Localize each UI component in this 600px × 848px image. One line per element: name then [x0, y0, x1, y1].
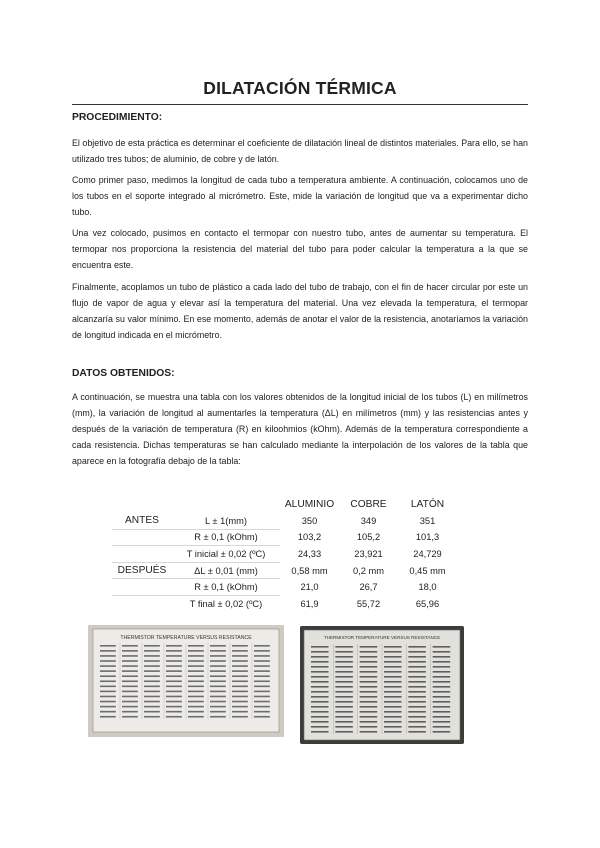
- card-print-line: [408, 651, 426, 653]
- card-print-line: [335, 696, 353, 698]
- card-print-line: [433, 721, 451, 723]
- card-print-line: [122, 686, 138, 688]
- card-print-line: [122, 660, 138, 662]
- card-print-line: [100, 701, 116, 703]
- card-print-line: [360, 696, 378, 698]
- card-print-line: [311, 651, 329, 653]
- card-print-line: [188, 696, 204, 698]
- card-print-line: [360, 711, 378, 713]
- card-print-line: [188, 645, 204, 647]
- card-print-line: [232, 675, 248, 677]
- card-print-line: [122, 670, 138, 672]
- card-print-line: [311, 671, 329, 673]
- card-print-line: [408, 686, 426, 688]
- card-print-line: [360, 731, 378, 733]
- card-print-line: [360, 691, 378, 693]
- card-print-line: [360, 686, 378, 688]
- paragraph-3: Una vez colocado, pusimos en contacto el termopar con nuestro tubo, antes de aumentar su temperatura. El termopar nos proporciona la resistencia del material del tubo para poder calcular la temperatura a la que se encuentra este.: [72, 228, 528, 270]
- card-print-line: [433, 701, 451, 703]
- cell-cobre: 349: [360, 516, 377, 527]
- card-print-line: [144, 660, 160, 662]
- card-print-line: [254, 675, 270, 677]
- card-print-line: [232, 645, 248, 647]
- cell-laton: 101,3: [415, 532, 440, 543]
- card-print-line: [311, 676, 329, 678]
- card-print-line: [188, 660, 204, 662]
- row-group-label: [112, 546, 172, 563]
- card-print-line: [335, 681, 353, 683]
- card-print-line: [433, 716, 451, 718]
- paragraph-1: El objetivo de esta práctica es determinar el coeficiente de dilatación lineal de distintos materiales. Para ello, se han utilizado tres tubos; de aluminio, de cobre y de latón.: [72, 138, 528, 164]
- card-print-line: [144, 680, 160, 682]
- card-print-line: [335, 731, 353, 733]
- card-print-line: [335, 711, 353, 713]
- card-print-line: [335, 651, 353, 653]
- card-print-line: [384, 656, 402, 658]
- card-print-line: [254, 650, 270, 652]
- section-heading-procedimiento: PROCEDIMIENTO:: [72, 112, 163, 123]
- card-print-line: [335, 661, 353, 663]
- card-print-line: [254, 686, 270, 688]
- card-print-line: [188, 711, 204, 713]
- card-print-line: [384, 701, 402, 703]
- card-print-line: [166, 696, 182, 698]
- card-print-line: [408, 661, 426, 663]
- card-print-line: [144, 696, 160, 698]
- card-print-line: [166, 665, 182, 667]
- card-print-line: [408, 676, 426, 678]
- card-print-line: [254, 670, 270, 672]
- card-print-line: [335, 646, 353, 648]
- card-print-line: [360, 726, 378, 728]
- card-print-line: [100, 670, 116, 672]
- card-print-line: [188, 706, 204, 708]
- card-print-line: [311, 701, 329, 703]
- cell-laton: 18,0: [418, 582, 437, 593]
- card-print-line: [100, 665, 116, 667]
- card-print-line: [254, 665, 270, 667]
- card-print-line: [122, 675, 138, 677]
- card-print-line: [232, 716, 248, 718]
- card-print-line: [232, 711, 248, 713]
- card-print-line: [100, 706, 116, 708]
- row-label: T inicial ± 0,02 (ºC): [172, 546, 280, 563]
- card-print-line: [311, 711, 329, 713]
- table-header-row: [112, 495, 457, 513]
- card-print-line: [144, 650, 160, 652]
- title-divider: [72, 104, 528, 105]
- card-print-line: [360, 681, 378, 683]
- card-print-line: [311, 706, 329, 708]
- card-print-line: [254, 691, 270, 693]
- card-print-line: [122, 645, 138, 647]
- card-print-line: [311, 666, 329, 668]
- card-print-line: [408, 721, 426, 723]
- cell-cobre: 23,921: [354, 548, 383, 559]
- paragraph-2: Como primer paso, medimos la longitud de cada tubo a temperatura ambiente. A continuación, colocamos uno de los tubos en el soporte integrado al micrómetro. Este, mide la variación de longitud que va a experimentar dicho tubo.: [72, 175, 528, 217]
- card-print-line: [311, 646, 329, 648]
- card-print-line: [210, 670, 226, 672]
- card-print-line: [433, 671, 451, 673]
- header-cell: [172, 495, 280, 513]
- card-print-line: [360, 701, 378, 703]
- card-print-line: [144, 691, 160, 693]
- card-print-line: [100, 655, 116, 657]
- card-print-line: [384, 726, 402, 728]
- cell-cobre: 55,72: [356, 598, 381, 609]
- card-print-line: [311, 681, 329, 683]
- card-print-line: [210, 696, 226, 698]
- row-label: L ± 1(mm): [172, 513, 280, 529]
- cell-cobre: 26,7: [359, 582, 378, 593]
- card-print-line: [384, 661, 402, 663]
- card-print-line: [122, 655, 138, 657]
- card-print-line: [210, 650, 226, 652]
- card-print-line: [100, 650, 116, 652]
- card-print-line: [188, 680, 204, 682]
- row-label: T final ± 0,02 (ºC): [189, 598, 263, 609]
- card-print-line: [384, 666, 402, 668]
- card-print-line: [100, 645, 116, 647]
- card-print-line: [335, 716, 353, 718]
- header-cobre: COBRE: [350, 498, 387, 510]
- card-print-line: [210, 660, 226, 662]
- card-print-line: [232, 696, 248, 698]
- card-print-line: [384, 681, 402, 683]
- card-print-line: [335, 706, 353, 708]
- card-print-line: [144, 655, 160, 657]
- card-print-line: [384, 721, 402, 723]
- card-print-line: [254, 660, 270, 662]
- card-print-line: [433, 666, 451, 668]
- cell-laton: 351: [419, 516, 436, 527]
- card-print-line: [232, 691, 248, 693]
- card-print-line: [232, 650, 248, 652]
- card-print-line: [311, 731, 329, 733]
- card-print-line: [166, 655, 182, 657]
- card-print-line: [408, 711, 426, 713]
- card-print-line: [232, 680, 248, 682]
- card-print-line: [335, 666, 353, 668]
- card-print-line: [254, 706, 270, 708]
- card-print-line: [335, 686, 353, 688]
- card-print-line: [188, 691, 204, 693]
- card-print-line: [335, 721, 353, 723]
- card-print-line: [232, 670, 248, 672]
- card-print-line: [188, 655, 204, 657]
- card-print-line: [433, 646, 451, 648]
- card-print-line: [360, 666, 378, 668]
- card-print-line: [232, 660, 248, 662]
- thermistor-card-image-left: [88, 625, 284, 737]
- card-print-line: [232, 706, 248, 708]
- row-group-label: DESPUÉS: [112, 562, 172, 579]
- card-print-line: [433, 656, 451, 658]
- card-print-line: [188, 665, 204, 667]
- card-print-line: [408, 691, 426, 693]
- row-label: ΔL ± 0,01 (mm): [172, 562, 280, 579]
- card-print-line: [210, 716, 226, 718]
- card-print-line: [384, 676, 402, 678]
- card-print-line: [166, 691, 182, 693]
- card-print-line: [122, 680, 138, 682]
- card-print-line: [335, 726, 353, 728]
- card-print-line: [360, 661, 378, 663]
- card-print-line: [144, 645, 160, 647]
- card-print-line: [311, 656, 329, 658]
- card-print-line: [166, 675, 182, 677]
- cell-cobre: 105,2: [356, 532, 381, 543]
- card-print-line: [408, 726, 426, 728]
- cell-aluminio: 0,58 mm: [291, 565, 328, 576]
- card-print-line: [166, 650, 182, 652]
- card-print-line: [360, 646, 378, 648]
- card-print-line: [433, 686, 451, 688]
- card-print-line: [100, 660, 116, 662]
- card-print-line: [384, 691, 402, 693]
- card-print-line: [144, 706, 160, 708]
- card-print-line: [166, 660, 182, 662]
- results-table: [112, 495, 457, 612]
- card-print-line: [254, 701, 270, 703]
- row-group-label: ANTES: [112, 513, 172, 529]
- card-print-line: [384, 646, 402, 648]
- card-print-line: [384, 711, 402, 713]
- card-print-line: [360, 651, 378, 653]
- card-print-line: [433, 676, 451, 678]
- table-row: [112, 529, 457, 546]
- paragraph-5: A continuación, se muestra una tabla con los valores obtenidos de la longitud inicial de los tubos (L) en milímetros (mm), la variación de longitud al aumentarles la temperatura (ΔL) en milímetros (mm) y las resistencias antes y después de la variación de temperatura (R) en kiloohmios (kOhm). Además de la temperatura correspondiente a cada resistencia. Dichas temperaturas se han calculado mediante la interpolación de los valores de la tabla que aparece en la fotografía debajo de la tabla:: [72, 392, 528, 466]
- card-print-line: [144, 716, 160, 718]
- card-print-line: [188, 670, 204, 672]
- card-print-line: [408, 696, 426, 698]
- card-print-line: [384, 696, 402, 698]
- card-print-line: [311, 686, 329, 688]
- card-print-line: [122, 665, 138, 667]
- card-print-line: [166, 716, 182, 718]
- card-print-line: [408, 731, 426, 733]
- table-row: [112, 513, 457, 529]
- row-label: R ± 0,1 (kOhm): [172, 579, 280, 596]
- card-print-line: [433, 706, 451, 708]
- card-print-line: [408, 716, 426, 718]
- card-print-line: [210, 706, 226, 708]
- row-group-label: [112, 595, 172, 611]
- card-print-line: [433, 731, 451, 733]
- header-laton: LATÓN: [410, 498, 445, 510]
- card-print-line: [144, 686, 160, 688]
- card-print-line: [188, 716, 204, 718]
- card-print-line: [384, 731, 402, 733]
- card-print-line: [433, 726, 451, 728]
- card-print-line: [311, 696, 329, 698]
- card-print-line: [210, 686, 226, 688]
- card-print-line: [210, 665, 226, 667]
- card-print-line: [408, 681, 426, 683]
- card-print-line: [433, 711, 451, 713]
- card-print-line: [210, 655, 226, 657]
- photo-caption-right: THERMISTOR TEMPERATURE VERSUS RESISTANCE: [323, 635, 441, 640]
- table-row: [112, 562, 457, 579]
- card-print-line: [210, 701, 226, 703]
- card-print-line: [210, 680, 226, 682]
- card-print-line: [384, 686, 402, 688]
- card-print-line: [100, 696, 116, 698]
- card-print-line: [384, 716, 402, 718]
- card-print-line: [144, 711, 160, 713]
- card-print-line: [232, 701, 248, 703]
- card-print-line: [254, 716, 270, 718]
- card-print-line: [122, 696, 138, 698]
- card-print-line: [335, 691, 353, 693]
- row-group-label: [112, 579, 172, 596]
- card-print-line: [433, 661, 451, 663]
- card-print-line: [100, 716, 116, 718]
- card-print-line: [311, 716, 329, 718]
- thermistor-card-image-right: [300, 626, 464, 744]
- card-print-line: [122, 716, 138, 718]
- card-print-line: [360, 721, 378, 723]
- card-print-line: [144, 701, 160, 703]
- card-print-line: [210, 675, 226, 677]
- table-row: [112, 595, 457, 611]
- card-print-line: [360, 656, 378, 658]
- card-print-line: [100, 675, 116, 677]
- card-print-line: [232, 686, 248, 688]
- card-print-line: [188, 675, 204, 677]
- card-print-line: [210, 711, 226, 713]
- card-print-line: [408, 656, 426, 658]
- card-print-line: [166, 706, 182, 708]
- card-print-line: [166, 645, 182, 647]
- card-print-line: [408, 646, 426, 648]
- card-print-line: [360, 716, 378, 718]
- card-print-line: [408, 666, 426, 668]
- card-print-line: [408, 671, 426, 673]
- card-print-line: [335, 671, 353, 673]
- cell-laton: 65,96: [415, 598, 440, 609]
- cell-aluminio: 61,9: [300, 598, 319, 609]
- card-print-line: [433, 681, 451, 683]
- card-print-line: [254, 696, 270, 698]
- paragraph-4: Finalmente, acoplamos un tubo de plástico a cada lado del tubo de trabajo, con el fin de hacer circular por este un flujo de vapor de agua y elevar así la temperatura del material. Una vez elevada la temperatura, el termopar alcanzaría su valor mínimo. En ese momento, además de anotar el valor de la resistencia, anotaríamos la variación de longitud indicada en el micrómetro.: [72, 282, 528, 340]
- card-print-line: [188, 650, 204, 652]
- row-label: R ± 0,1 (kOhm): [172, 529, 280, 546]
- section-heading-datos: DATOS OBTENIDOS:: [72, 368, 175, 379]
- card-print-line: [360, 671, 378, 673]
- card-print-line: [188, 686, 204, 688]
- header-aluminio: ALUMINIO: [284, 498, 335, 510]
- cell-cobre: 0,2 mm: [353, 565, 384, 576]
- card-print-line: [311, 661, 329, 663]
- card-print-line: [335, 676, 353, 678]
- card-print-line: [254, 655, 270, 657]
- thermistor-photo-left: [88, 625, 284, 737]
- card-print-line: [335, 656, 353, 658]
- card-print-line: [232, 655, 248, 657]
- card-print-line: [254, 645, 270, 647]
- card-print-line: [408, 706, 426, 708]
- card-print-line: [122, 691, 138, 693]
- card-print-line: [335, 701, 353, 703]
- card-print-line: [122, 650, 138, 652]
- card-print-line: [122, 706, 138, 708]
- card-print-line: [433, 651, 451, 653]
- cell-laton: 0,45 mm: [409, 565, 446, 576]
- card-print-line: [384, 671, 402, 673]
- card-print-line: [210, 691, 226, 693]
- card-print-line: [311, 721, 329, 723]
- card-print-line: [384, 706, 402, 708]
- card-print-line: [144, 665, 160, 667]
- cell-aluminio: 24,33: [297, 548, 322, 559]
- card-print-line: [166, 686, 182, 688]
- card-print-line: [254, 680, 270, 682]
- card-print-line: [100, 691, 116, 693]
- card-print-line: [311, 691, 329, 693]
- card-print-line: [408, 701, 426, 703]
- card-print-line: [166, 670, 182, 672]
- card-print-line: [144, 670, 160, 672]
- card-print-line: [311, 726, 329, 728]
- card-print-line: [166, 701, 182, 703]
- card-print-line: [122, 701, 138, 703]
- table-row: [112, 546, 457, 563]
- row-group-label: [112, 529, 172, 546]
- card-print-line: [100, 686, 116, 688]
- photo-caption-left: THERMISTOR TEMPERATURE VERSUS RESISTANCE: [120, 635, 252, 641]
- card-print-line: [232, 665, 248, 667]
- card-print-line: [210, 645, 226, 647]
- cell-aluminio: 350: [301, 516, 318, 527]
- card-print-line: [144, 675, 160, 677]
- cell-aluminio: 21,0: [300, 582, 319, 593]
- card-print-line: [122, 711, 138, 713]
- page-title: DILATACIÓN TÉRMICA: [203, 78, 397, 98]
- card-print-line: [384, 651, 402, 653]
- thermistor-photo-right: [300, 626, 464, 744]
- card-print-line: [360, 706, 378, 708]
- table-row: [112, 579, 457, 596]
- card-print-line: [166, 680, 182, 682]
- card-print-line: [433, 691, 451, 693]
- card-print-line: [433, 696, 451, 698]
- header-cell: [112, 495, 172, 513]
- card-print-line: [254, 711, 270, 713]
- card-print-line: [100, 680, 116, 682]
- card-print-line: [360, 676, 378, 678]
- card-print-line: [188, 701, 204, 703]
- card-print-line: [100, 711, 116, 713]
- card-print-line: [166, 711, 182, 713]
- cell-aluminio: 103,2: [297, 532, 322, 543]
- cell-laton: 24,729: [413, 548, 442, 559]
